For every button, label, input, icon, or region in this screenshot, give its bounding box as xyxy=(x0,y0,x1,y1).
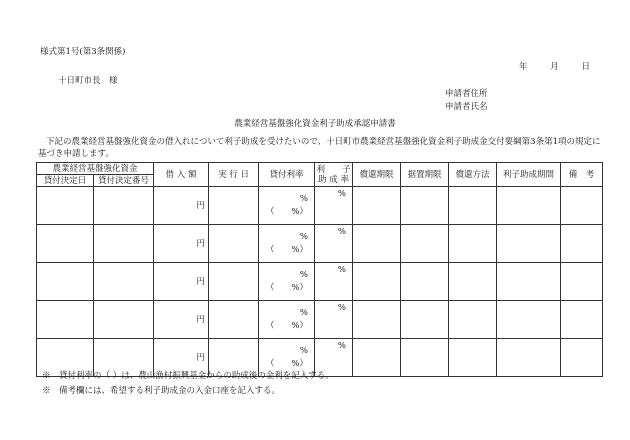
remarks-cell[interactable] xyxy=(561,339,603,377)
addressee: 十日町市長 様 xyxy=(58,76,118,86)
repayment-deadline-cell[interactable] xyxy=(353,263,401,301)
repayment-deadline-cell[interactable] xyxy=(353,339,401,377)
yen-unit: 円 xyxy=(196,238,205,249)
repayment-deadline-cell[interactable] xyxy=(353,225,401,263)
remarks-cell[interactable] xyxy=(561,263,603,301)
header-subsidy-rate-line1: 利 子 xyxy=(316,164,351,175)
decision-number-cell[interactable] xyxy=(94,263,154,301)
table-row xyxy=(37,263,603,301)
header-subsidy-rate xyxy=(315,163,353,187)
header-repayment-deadline: 償還期限 xyxy=(353,163,401,187)
execution-date-cell[interactable] xyxy=(209,301,259,339)
subsidy-percent: % xyxy=(337,265,346,275)
form-number-label: 様式第1号(第3条関係) xyxy=(40,47,126,57)
application-table xyxy=(36,162,603,377)
repayment-deadline-cell[interactable] xyxy=(353,301,401,339)
rate-percent-paren: （ %） xyxy=(265,282,308,293)
subsidy-rate-cell[interactable] xyxy=(315,187,353,225)
subsidy-rate-cell[interactable] xyxy=(315,301,353,339)
yen-unit: 円 xyxy=(196,200,205,211)
rate-percent: % xyxy=(299,269,308,280)
table-header-row xyxy=(37,163,603,175)
date-year-label: 年 xyxy=(519,62,528,72)
grace-deadline-cell[interactable] xyxy=(401,263,449,301)
repayment-deadline-cell[interactable] xyxy=(353,187,401,225)
header-remarks: 備 考 xyxy=(561,163,603,187)
subsidy-period-cell[interactable] xyxy=(497,225,561,263)
header-loan-fund: 農業経営基盤強化資金 xyxy=(37,163,154,175)
subsidy-rate-cell[interactable] xyxy=(315,263,353,301)
document-title: 農業経営基盤強化資金利子助成承認申請書 xyxy=(234,119,396,129)
subsidy-rate-cell[interactable] xyxy=(315,225,353,263)
repayment-method-cell[interactable] xyxy=(449,225,497,263)
rate-percent: % xyxy=(299,345,308,356)
header-grace-deadline: 据置期限 xyxy=(401,163,449,187)
rate-percent-paren: （ %） xyxy=(265,358,308,369)
rate-percent: % xyxy=(299,231,308,242)
subsidy-percent: % xyxy=(337,303,346,313)
applicant-name-label: 申請者氏名 xyxy=(445,102,488,112)
repayment-method-cell[interactable] xyxy=(449,263,497,301)
table-row xyxy=(37,301,603,339)
loan-amount-cell[interactable] xyxy=(154,225,209,263)
decision-number-cell[interactable] xyxy=(94,187,154,225)
rate-percent-paren: （ %） xyxy=(265,206,308,217)
rate-percent-paren: （ %） xyxy=(265,320,308,331)
subsidy-period-cell[interactable] xyxy=(497,187,561,225)
subsidy-period-cell[interactable] xyxy=(497,339,561,377)
header-repayment-method: 償還方法 xyxy=(449,163,497,187)
subsidy-period-cell[interactable] xyxy=(497,301,561,339)
interest-rate-cell[interactable] xyxy=(259,187,315,225)
decision-date-cell[interactable] xyxy=(37,225,94,263)
remarks-cell[interactable] xyxy=(561,225,603,263)
interest-rate-cell[interactable] xyxy=(259,301,315,339)
interest-rate-cell[interactable] xyxy=(259,263,315,301)
execution-date-cell[interactable] xyxy=(209,263,259,301)
note-interest-rate: ※ 貸付利率の（ ）は、農山漁村振興基金からの助成後の金利を記入する。 xyxy=(42,371,334,381)
header-decision-date: 貸付決定日 xyxy=(37,175,94,187)
decision-date-cell[interactable] xyxy=(37,301,94,339)
repayment-method-cell[interactable] xyxy=(449,187,497,225)
header-execution-date: 実 行 日 xyxy=(209,163,259,187)
grace-deadline-cell[interactable] xyxy=(401,225,449,263)
grace-deadline-cell[interactable] xyxy=(401,301,449,339)
date-month-label: 月 xyxy=(550,62,559,72)
execution-date-cell[interactable] xyxy=(209,225,259,263)
header-loan-amount: 借 入 額 xyxy=(154,163,209,187)
body-text-line-1: 下記の農業経営基盤強化資金の借入れについて利子助成を受けたいので、十日町市農業経営基盤強化資金利子助成金交付要綱第3条第1項の規定に xyxy=(46,137,601,147)
subsidy-percent: % xyxy=(337,341,346,351)
decision-date-cell[interactable] xyxy=(37,263,94,301)
remarks-cell[interactable] xyxy=(561,301,603,339)
grace-deadline-cell[interactable] xyxy=(401,339,449,377)
grace-deadline-cell[interactable] xyxy=(401,187,449,225)
decision-date-cell[interactable] xyxy=(37,187,94,225)
yen-unit: 円 xyxy=(196,276,205,287)
date-day-label: 日 xyxy=(581,62,590,72)
header-subsidy-rate-line2: 助 成 率 xyxy=(318,174,349,185)
loan-amount-cell[interactable] xyxy=(154,263,209,301)
rate-percent: % xyxy=(299,307,308,318)
repayment-method-cell[interactable] xyxy=(449,339,497,377)
header-decision-number: 貸付決定番号 xyxy=(94,175,154,187)
interest-rate-cell[interactable] xyxy=(259,225,315,263)
loan-amount-cell[interactable] xyxy=(154,187,209,225)
execution-date-cell[interactable] xyxy=(209,187,259,225)
header-subsidy-period: 利子助成期間 xyxy=(497,163,561,187)
decision-number-cell[interactable] xyxy=(94,225,154,263)
decision-number-cell[interactable] xyxy=(94,301,154,339)
loan-amount-cell[interactable] xyxy=(154,301,209,339)
header-interest-rate: 貸付利率 xyxy=(259,163,315,187)
yen-unit: 円 xyxy=(196,352,205,363)
subsidy-percent: % xyxy=(337,189,346,199)
rate-percent-paren: （ %） xyxy=(265,244,308,255)
date-line xyxy=(519,62,590,72)
yen-unit: 円 xyxy=(196,314,205,325)
table-row xyxy=(37,225,603,263)
subsidy-percent: % xyxy=(337,227,346,237)
remarks-cell[interactable] xyxy=(561,187,603,225)
subsidy-period-cell[interactable] xyxy=(497,263,561,301)
applicant-address-label: 申請者住所 xyxy=(445,89,488,99)
table-row xyxy=(37,187,603,225)
body-text-line-2: 基づき申請します。 xyxy=(38,149,114,159)
rate-percent: % xyxy=(299,193,308,204)
repayment-method-cell[interactable] xyxy=(449,301,497,339)
note-remarks: ※ 備考欄には、希望する利子助成金の入金口座を記入する。 xyxy=(42,386,281,396)
